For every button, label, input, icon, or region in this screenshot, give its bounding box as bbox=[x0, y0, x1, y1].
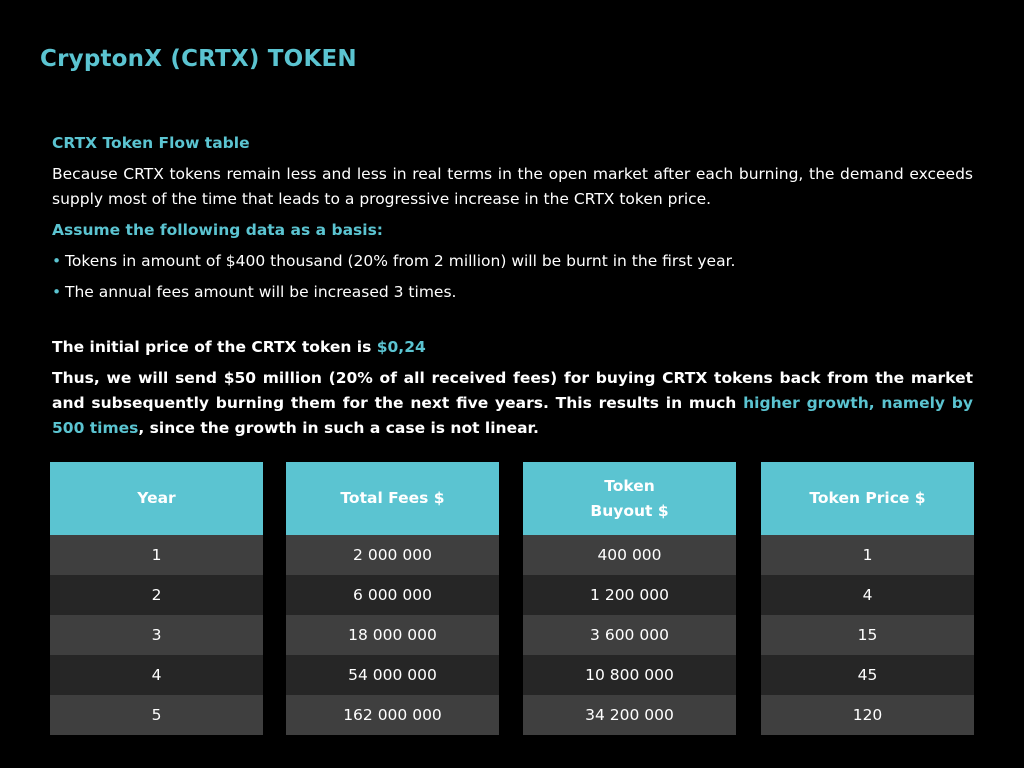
summary-paragraph bbox=[52, 366, 973, 441]
token-price-column-table bbox=[761, 462, 974, 735]
table-cell: 4 bbox=[761, 575, 974, 615]
table-cell: 1 bbox=[50, 535, 263, 575]
table-cell: 54 000 000 bbox=[286, 655, 499, 695]
list-item bbox=[52, 249, 973, 274]
initial-price-label: The initial price of the CRTX token is bbox=[52, 338, 377, 356]
table-cell: 6 000 000 bbox=[286, 575, 499, 615]
list-item bbox=[52, 280, 973, 305]
token-buyout-column-table bbox=[523, 462, 736, 735]
page-title: CryptonX (CRTX) TOKEN bbox=[40, 46, 357, 72]
column-header-token-buyout: Token Buyout $ bbox=[523, 462, 736, 535]
intro-paragraph: Because CRTX tokens remain less and less in real terms in the open market after each burning, the demand exceeds supply most of the time that leads to a progressive increase in the CRTX token price. bbox=[52, 165, 973, 208]
initial-price-line bbox=[52, 335, 973, 360]
summary-text-after: , since the growth in such a case is not linear. bbox=[138, 419, 539, 437]
bullet-icon: • bbox=[52, 252, 62, 270]
column-header-token-price: Token Price $ bbox=[761, 462, 974, 535]
table-cell: 2 bbox=[50, 575, 263, 615]
table-cell: 2 000 000 bbox=[286, 535, 499, 575]
table-cell: 400 000 bbox=[523, 535, 736, 575]
table-cell: 3 bbox=[50, 615, 263, 655]
table-cell: 15 bbox=[761, 615, 974, 655]
column-header-year: Year bbox=[50, 462, 263, 535]
bullet-text: Tokens in amount of $400 thousand (20% from 2 million) will be burnt in the first year. bbox=[65, 252, 736, 270]
section-subheading: CRTX Token Flow table bbox=[52, 134, 250, 152]
summary-text-before: Thus, we will send $50 million (20% of all received fees) for buying CRTX tokens back from the market and subsequently burning them for the next five years. This results in much bbox=[52, 369, 973, 412]
table-cell: 4 bbox=[50, 655, 263, 695]
bullet-text: The annual fees amount will be increased 3 times. bbox=[65, 283, 457, 301]
table-cell: 1 200 000 bbox=[523, 575, 736, 615]
assumptions-heading: Assume the following data as a basis: bbox=[52, 221, 383, 239]
main-content bbox=[52, 131, 973, 441]
assumptions-list bbox=[52, 249, 973, 305]
year-column-table bbox=[50, 462, 263, 735]
total-fees-column-table bbox=[286, 462, 499, 735]
bullet-icon: • bbox=[52, 283, 62, 301]
summary-highlight: higher growth, namely by 500 times bbox=[52, 394, 973, 437]
table-cell: 10 800 000 bbox=[523, 655, 736, 695]
table-cell: 162 000 000 bbox=[286, 695, 499, 735]
token-flow-tables bbox=[50, 462, 974, 734]
initial-price-value: $0,24 bbox=[376, 338, 426, 356]
table-cell: 45 bbox=[761, 655, 974, 695]
table-cell: 34 200 000 bbox=[523, 695, 736, 735]
table-cell: 1 bbox=[761, 535, 974, 575]
table-cell: 120 bbox=[761, 695, 974, 735]
table-cell: 18 000 000 bbox=[286, 615, 499, 655]
table-cell: 5 bbox=[50, 695, 263, 735]
column-header-total-fees: Total Fees $ bbox=[286, 462, 499, 535]
table-cell: 3 600 000 bbox=[523, 615, 736, 655]
